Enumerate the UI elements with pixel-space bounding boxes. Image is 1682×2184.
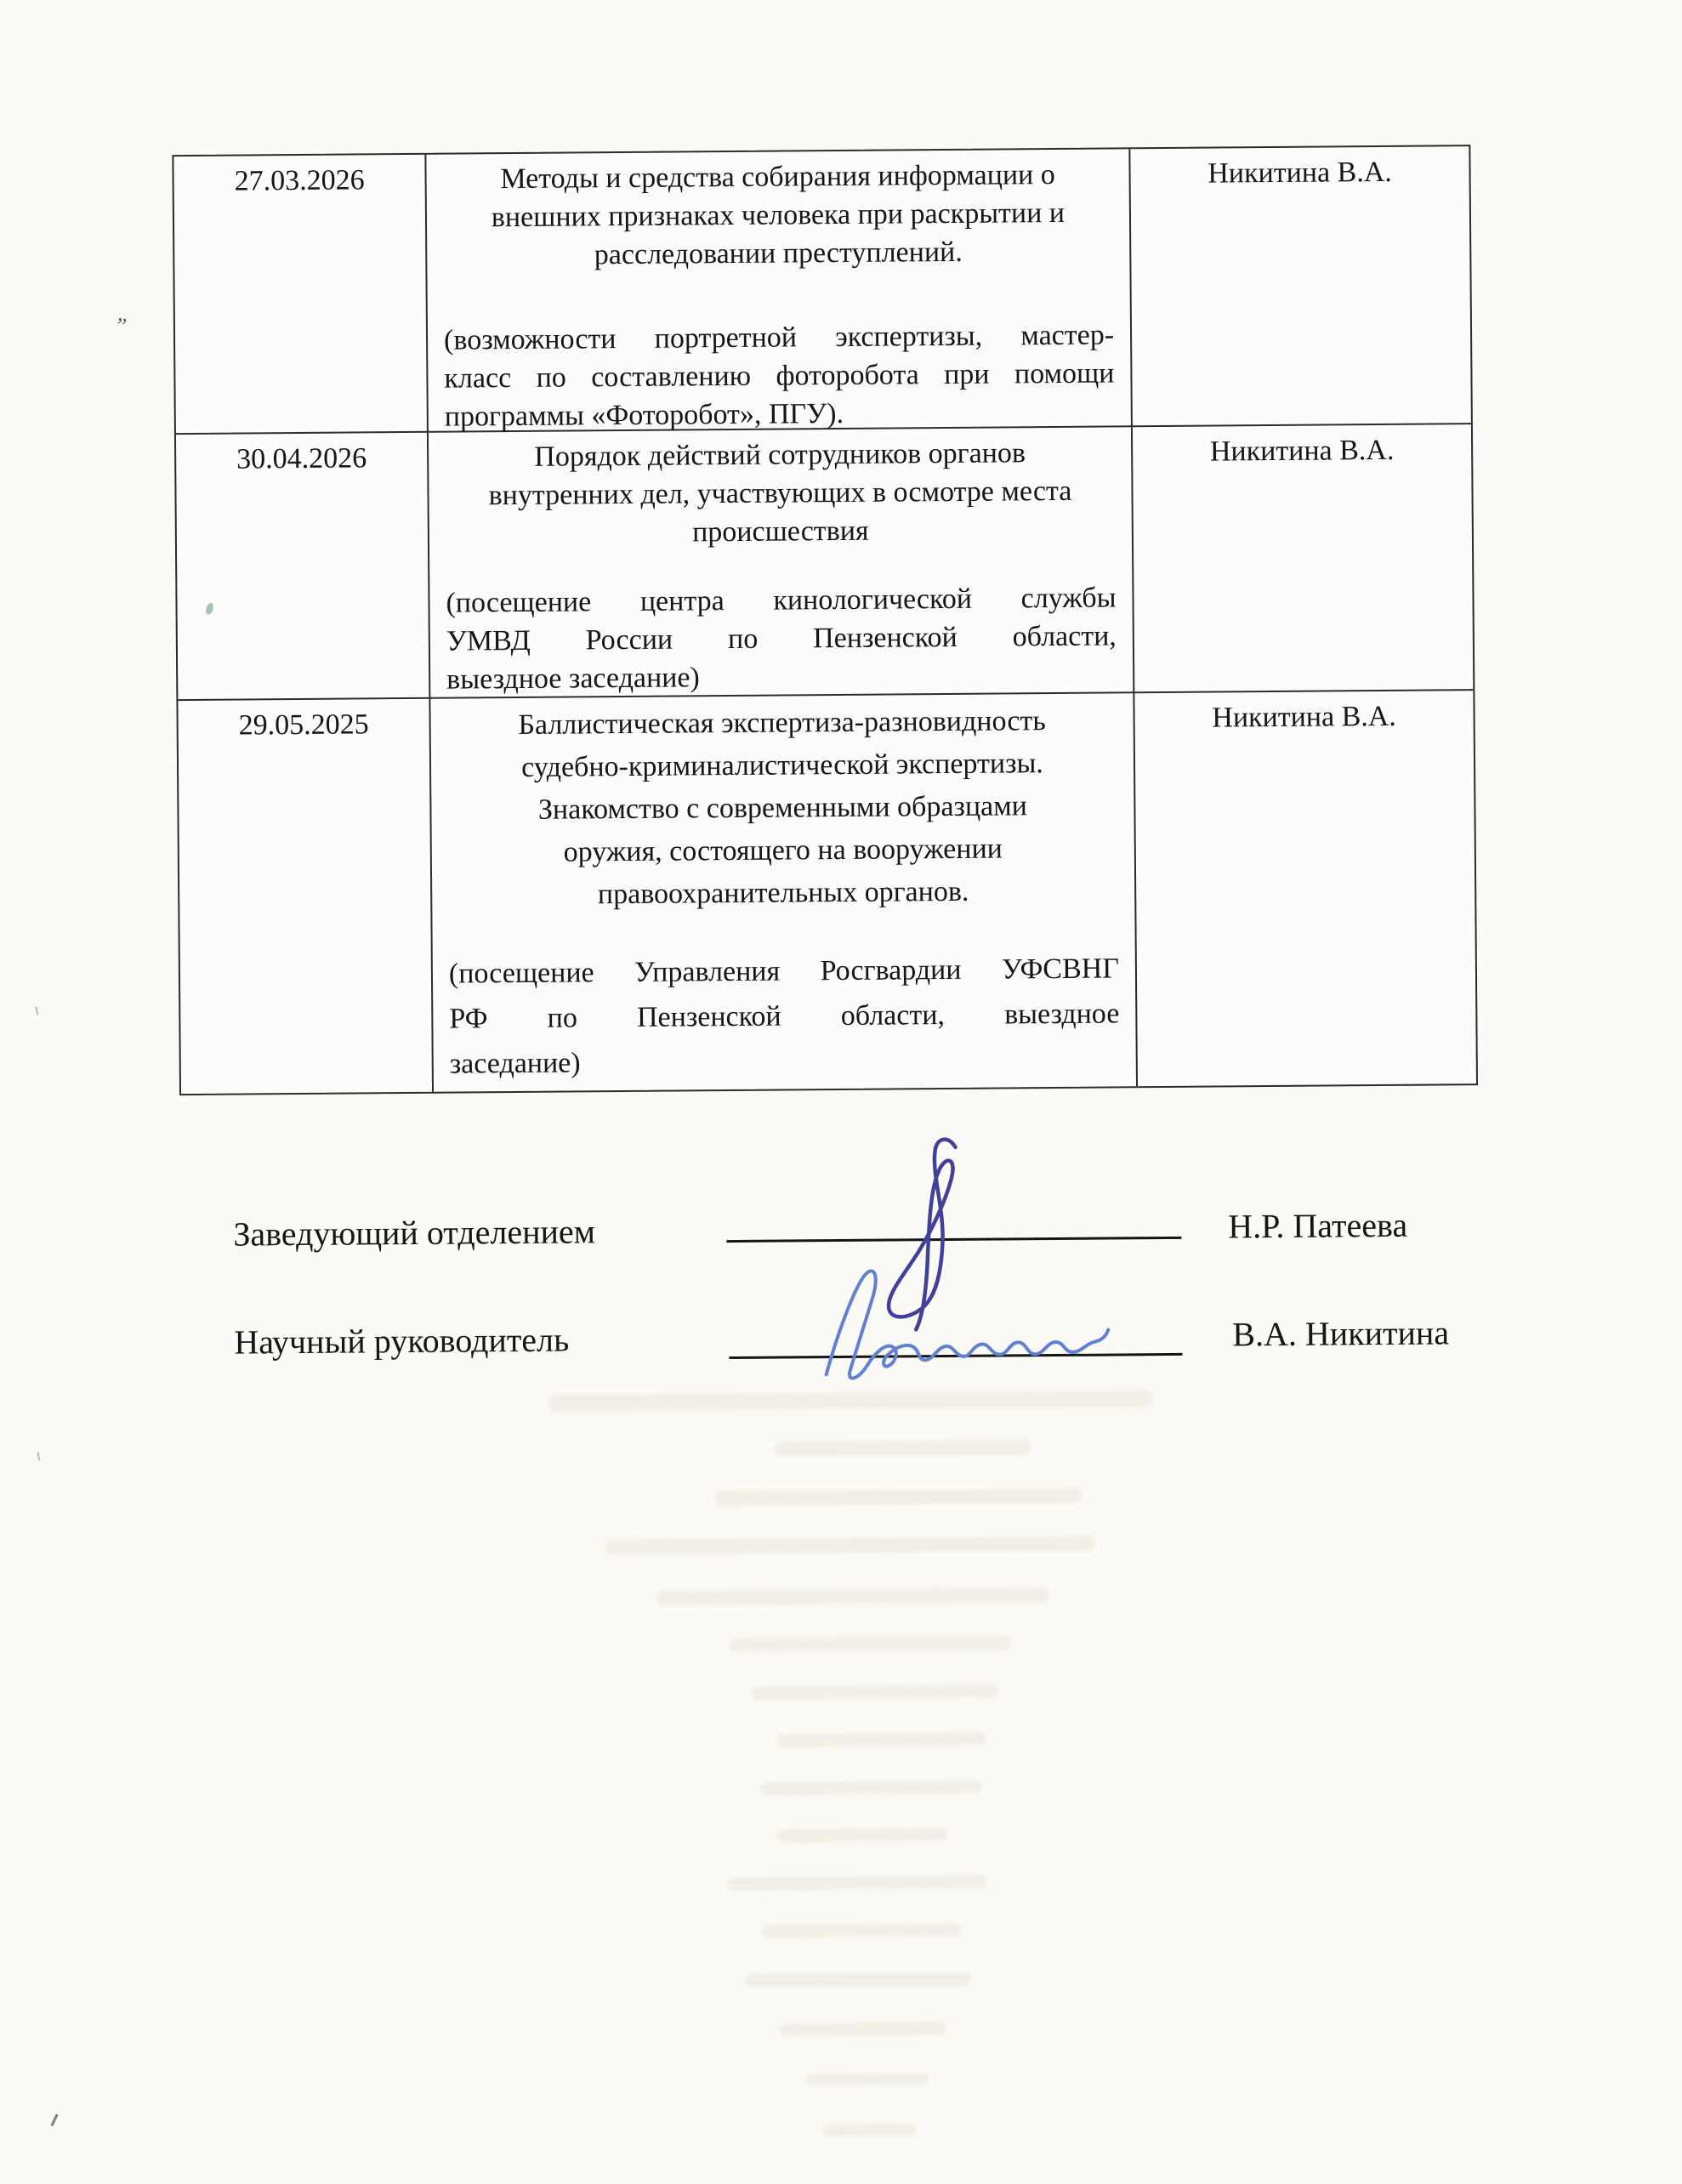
bleed-through-artifact <box>777 1732 986 1748</box>
signature-line-supervisor <box>729 1353 1182 1359</box>
handwritten-signature-supervisor <box>826 1269 1109 1378</box>
lecturer-cell <box>1133 424 1473 693</box>
schedule-table <box>172 145 1478 1095</box>
signatory-role-head: Заведующий отделением <box>233 1212 596 1254</box>
topic-cell <box>430 693 1138 1091</box>
signatory-name-supervisor: В.А. Никитина <box>1232 1313 1450 1354</box>
bleed-through-artifact <box>730 1635 1010 1652</box>
lecturer-name: Никитина В.А. <box>1209 434 1395 468</box>
bleed-through-artifact <box>745 1972 970 1988</box>
bleed-through-artifact <box>549 1390 1153 1412</box>
bleed-through-artifact <box>716 1488 1082 1506</box>
topic-title: Баллистическая экспертиза-разновидность судебно-криминалистической экспертизы. Знакомство с современными образцами оружия, состоящего на вооружении правоохранительных органов. <box>518 705 1046 911</box>
scan-speck: ” <box>115 313 128 339</box>
bleed-through-artifact <box>760 1780 981 1795</box>
bleed-through-artifact <box>805 2073 929 2085</box>
date-cell <box>178 699 434 1094</box>
topic-title: Методы и средства собирания информации о внешних признаках человека при раскрытии и расследовании преступлений. <box>491 159 1065 271</box>
bleed-through-artifact <box>727 1875 986 1891</box>
topic-note: (посещение Управления Росгвардии УФСВНГ РФ по Пензенской области, выездное заседание) <box>448 953 1120 1080</box>
lecturer-cell <box>1134 691 1476 1086</box>
session-date: 27.03.2026 <box>234 164 365 197</box>
session-date: 29.05.2025 <box>238 708 369 742</box>
topic-cell <box>429 427 1134 698</box>
bleed-through-artifact <box>605 1536 1094 1556</box>
bleed-through-artifact <box>780 2022 946 2037</box>
topic-cell <box>426 149 1133 432</box>
date-cell <box>176 433 430 701</box>
topic-title: Порядок действий сотрудников органов внутренних дел, участвующих в осмотре места происшествия <box>488 437 1072 549</box>
bleed-through-artifact <box>762 1923 962 1938</box>
signatory-name-head: Н.Р. Патеева <box>1228 1205 1408 1246</box>
bleed-through-artifact <box>778 1828 948 1843</box>
scan-speck <box>35 1006 38 1015</box>
bleed-through-artifact <box>752 1685 998 1700</box>
handwritten-signature-head <box>887 1140 957 1330</box>
signatory-role-supervisor: Научный руководитель <box>234 1320 570 1362</box>
bleed-through-artifact <box>657 1587 1048 1606</box>
lecturer-name: Никитина В.А. <box>1212 700 1397 734</box>
lecturer-name: Никитина В.А. <box>1208 156 1392 190</box>
date-cell <box>173 155 429 435</box>
signature-line-head <box>726 1237 1181 1243</box>
bleed-through-artifact <box>823 2124 917 2136</box>
session-date: 30.04.2026 <box>236 442 367 475</box>
scan-speck <box>50 2113 58 2126</box>
bleed-through-artifact <box>775 1439 1030 1456</box>
lecturer-cell <box>1130 146 1471 427</box>
topic-note: (возможности портретной экспертизы, мастер- класс по составлению фоторобота при помощи программы «Фоторобот», ПГУ). <box>443 319 1115 433</box>
scan-speck <box>37 1452 40 1460</box>
topic-note: (посещение центра кинологической службы УМВД России по Пензенской области, выездное заседание) <box>446 582 1117 696</box>
